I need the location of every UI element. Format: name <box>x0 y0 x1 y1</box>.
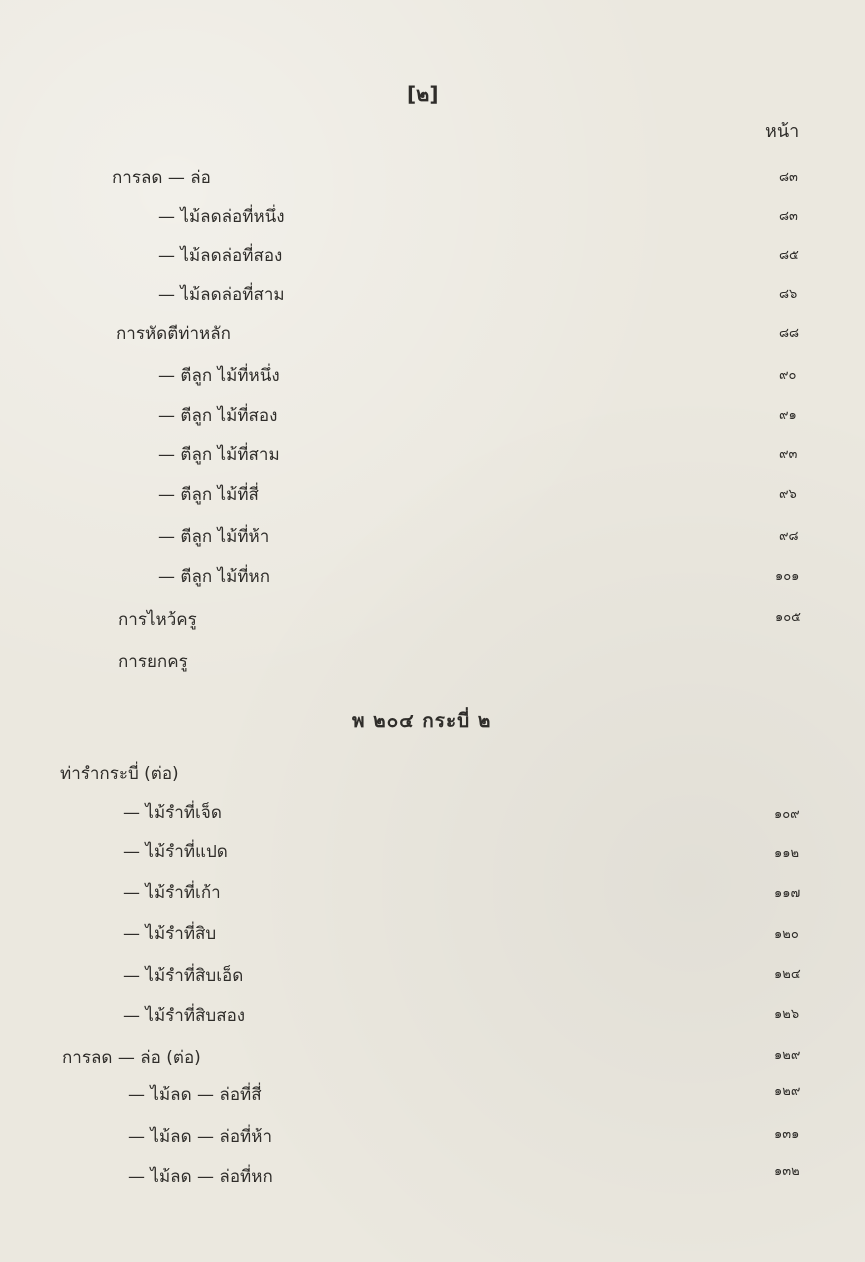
toc-entry-page: ๑๒๙ <box>774 1084 801 1099</box>
toc-entry-label: — ไม้ลดล่อที่หนึ่ง <box>158 207 285 227</box>
toc-entry-label: — ไม้รำที่สิบ <box>123 924 217 944</box>
toc-entry-page: ๑๓๑ <box>774 1127 800 1142</box>
toc-entry-page: ๘๕ <box>779 248 799 263</box>
toc-entry-page: ๑๑๗ <box>774 886 801 901</box>
toc-entry-page: ๑๒๔ <box>774 967 801 982</box>
toc-entry-label: การหัดตีท่าหลัก <box>116 324 231 344</box>
section-title: พ ๒๐๔ กระบี่ ๒ <box>352 710 492 732</box>
toc-entry-page: ๙๑ <box>779 408 797 423</box>
toc-entry-label: — ตีลูก ไม้ที่ห้า <box>158 527 270 547</box>
toc-entry-label: การไหว้ครู <box>118 610 197 630</box>
toc-entry-page: ๙๐ <box>779 368 797 383</box>
toc-entry-page: ๘๖ <box>779 287 798 302</box>
toc-entry-page: ๙๖ <box>779 487 797 502</box>
toc-entry-label: — ไม้รำที่แปด <box>123 842 228 862</box>
toc-entry-page: ๑๒๐ <box>774 927 799 942</box>
toc-entry-label: — ตีลูก ไม้ที่หนึ่ง <box>158 366 280 386</box>
toc-entry-page: ๑๑๒ <box>774 846 800 861</box>
toc-entry-label: — ตีลูก ไม้ที่สาม <box>158 445 280 465</box>
toc-entry-page: ๑๒๖ <box>774 1007 800 1022</box>
toc-entry-label: — ตีลูก ไม้ที่หก <box>158 567 271 587</box>
toc-entry-label: การลด — ล่อ <box>112 168 211 188</box>
toc-entry-page: ๘๘ <box>779 326 800 341</box>
page-number: [๒] <box>407 82 439 106</box>
toc-entry-page: ๙๘ <box>779 529 799 544</box>
toc-entry-page: ๑๐๙ <box>774 807 800 822</box>
page-column-header: หน้า <box>765 121 800 142</box>
toc-entry-label: การลด — ล่อ (ต่อ) <box>62 1048 201 1068</box>
toc-entry-page: ๙๓ <box>779 447 798 462</box>
toc-entry-label: การยกครู <box>118 652 188 672</box>
toc-entry-label: — ไม้ลด — ล่อที่สี่ <box>128 1085 262 1105</box>
toc-entry-page: ๘๓ <box>779 170 798 185</box>
toc-entry-page: ๑๐๑ <box>775 569 800 584</box>
toc-entry-label: — ไม้รำที่สิบเอ็ด <box>123 966 244 986</box>
toc-entry-label: — ไม้รำที่เจ็ด <box>123 803 222 823</box>
toc-entry-page: ๑๓๒ <box>774 1164 800 1179</box>
toc-entry-label: — ไม้รำที่สิบสอง <box>123 1006 246 1026</box>
toc-entry-label: — ไม้รำที่เก้า <box>123 883 221 903</box>
toc-entry-page: ๘๓ <box>779 209 798 224</box>
toc-entry-label: — ไม้ลดล่อที่สอง <box>158 246 283 266</box>
toc-entry-label: — ไม้ลด — ล่อที่หก <box>128 1167 273 1187</box>
toc-entry-page: ๑๒๙ <box>774 1048 801 1063</box>
toc-entry-label: — ตีลูก ไม้ที่สี่ <box>158 485 259 505</box>
toc-entry-page: ๑๐๕ <box>775 610 802 625</box>
toc-entry-label: — ไม้ลด — ล่อที่ห้า <box>128 1127 273 1147</box>
toc-entry-label: ท่ารำกระบี่ (ต่อ) <box>60 764 179 784</box>
toc-entry-label: — ไม้ลดล่อที่สาม <box>158 285 285 305</box>
toc-entry-label: — ตีลูก ไม้ที่สอง <box>158 406 278 426</box>
